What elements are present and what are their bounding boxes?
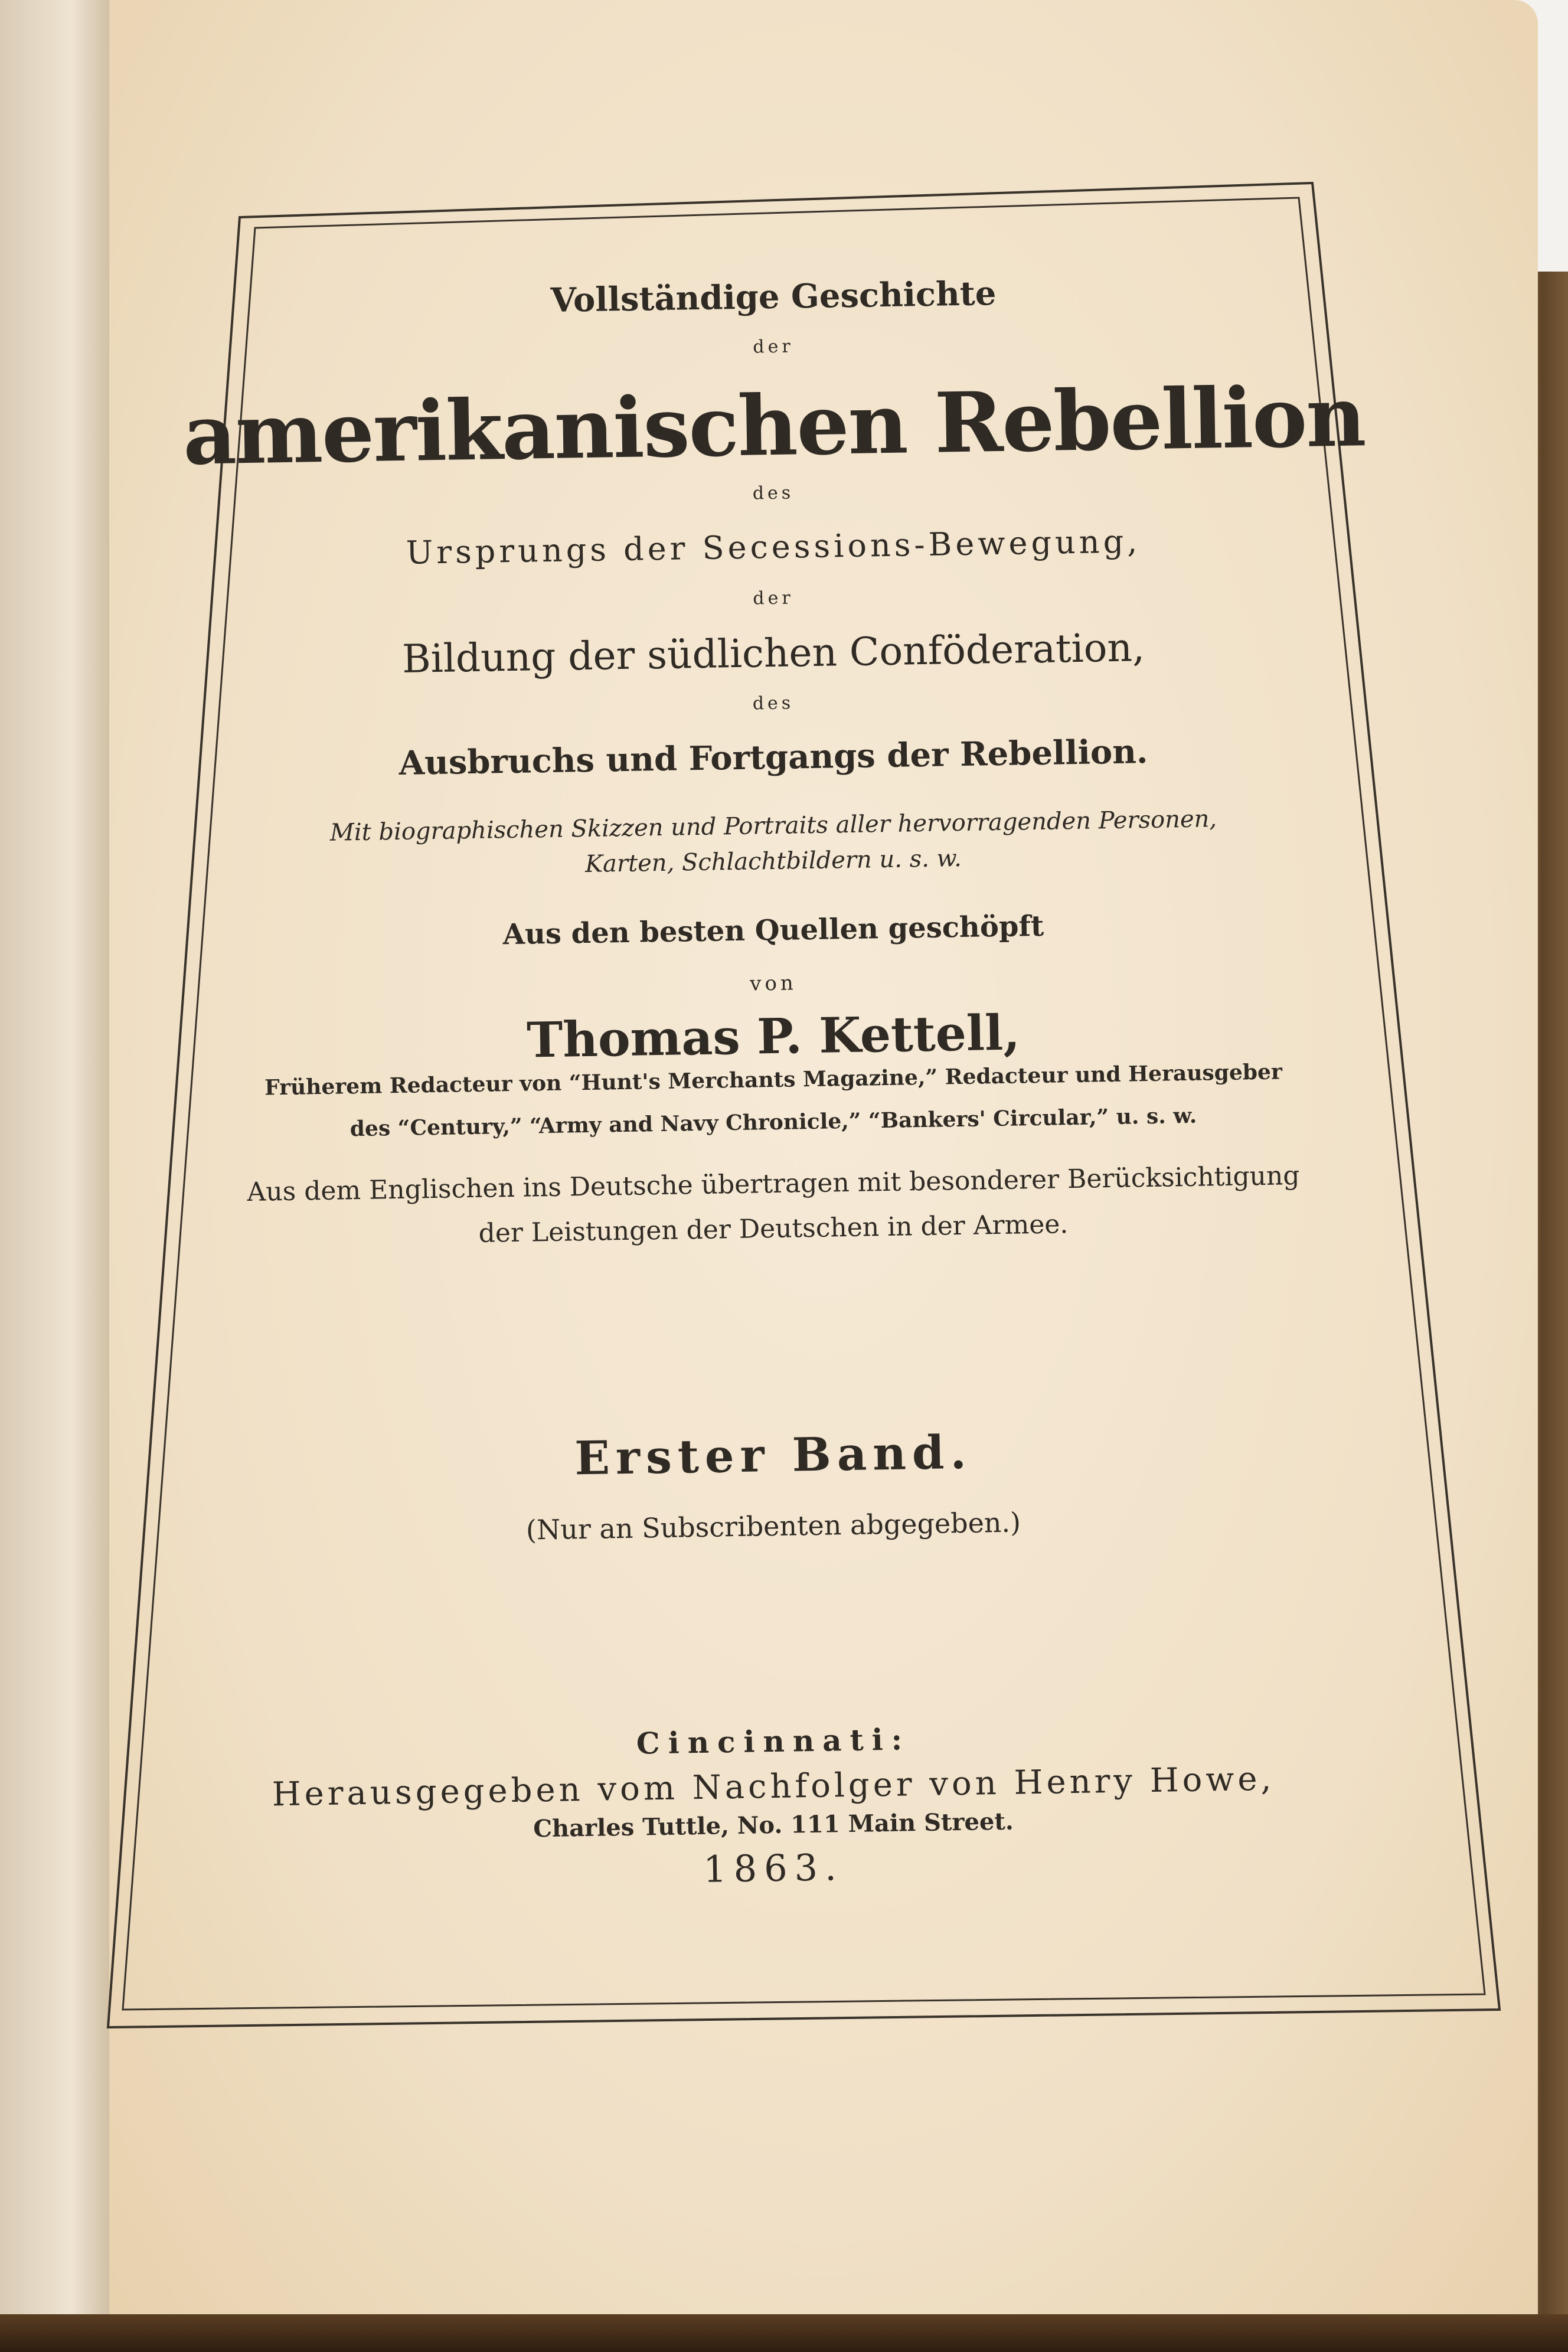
author-name: Thomas P. Kettell, — [526, 1004, 1021, 1069]
subtitle-line: Ausbruchs und Fortgangs der Rebellion. — [398, 732, 1148, 783]
connector-word: von — [749, 971, 798, 996]
publisher-address: Charles Tuttle, No. 111 Main Street. — [533, 1807, 1014, 1843]
connector-word: der — [753, 336, 794, 358]
volume-note: (Nur an Subscribenten abgegeben.) — [525, 1506, 1021, 1546]
author-description: des “Century,” “Army and Navy Chronicle,” “Bankers' Circular,” u. s. w. — [349, 1103, 1197, 1142]
main-title: amerikanischen Rebellion — [182, 368, 1366, 484]
translation-note: Aus dem Englischen ins Deutsche übertragen mit besonderer Berücksichtigung — [247, 1160, 1300, 1208]
heading-line: Vollständige Geschichte — [550, 274, 997, 320]
publication-year: 1863. — [703, 1845, 844, 1891]
subtitle-line: Ursprungs der Secessions-Bewegung, — [406, 522, 1141, 571]
sources-line: Aus den besten Quellen geschöpft — [502, 909, 1044, 952]
publisher: Herausgegeben vom Nachfolger von Henry Howe, — [272, 1759, 1275, 1814]
description-line: Mit biographischen Skizzen und Portraits aller hervorragenden Personen, — [329, 805, 1217, 847]
connector-word: des — [752, 482, 795, 504]
volume-label: Erster Band. — [574, 1425, 973, 1486]
connector-word: der — [753, 587, 794, 609]
translation-note: der Leistungen der Deutschen in der Armee. — [478, 1209, 1069, 1249]
author-description: Früherem Redacteur von “Hunt's Merchants Magazine,” Redacteur und Herausgeber — [264, 1059, 1283, 1100]
connector-word: des — [752, 692, 795, 714]
subtitle-line: Bildung der südlichen Conföderation, — [401, 625, 1145, 682]
description-line: Karten, Schlachtbildern u. s. w. — [584, 844, 962, 878]
publication-city: Cincinnati: — [636, 1721, 911, 1761]
